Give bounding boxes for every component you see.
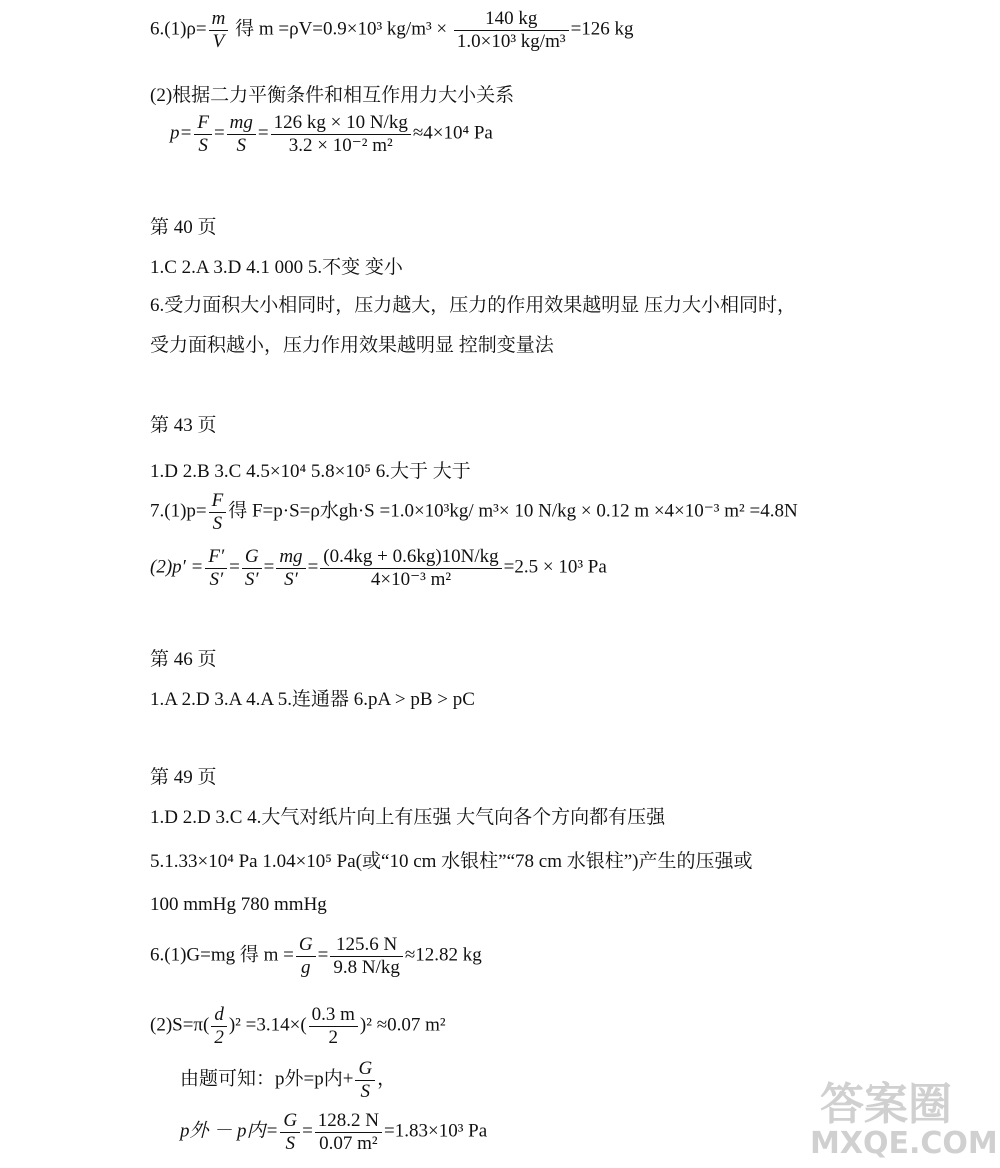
fraction: $\frac{126 kg \times 10 N/kg}{\text{3.2 × 10⁻² m²}}$: [271, 112, 411, 157]
fraction: $\frac{mg}{S'}$: [276, 546, 305, 591]
text: 6.(1)ρ=: [150, 18, 207, 40]
q6-1-line: [150, 8, 634, 53]
fraction: $\frac{F'}{S'}$: [205, 546, 227, 591]
fraction: $\frac{G}{S'}$: [242, 546, 262, 591]
page40-q6-line1: 6.受力面积大小相同时，压力越大，压力的作用效果越明显 压力大小相同时，: [150, 295, 797, 316]
fraction: $\frac{G}{S}$: [355, 1058, 375, 1103]
page49-known: 由题可知：p外=p内+ $\frac{G}{S}$ ，: [180, 1058, 397, 1102]
fraction: $\frac{F}{S}$: [194, 112, 212, 157]
page40-heading: 第 40 页: [150, 217, 217, 238]
fraction: $\frac{0.3 m}{2}$: [309, 1004, 358, 1049]
text: 得 m =ρV=0.9×10³ kg/m³ ×: [235, 18, 448, 40]
fraction: $\frac{(0.4kg + 0.6kg)10N/kg}{\text{4×10⁻³ m²}}$: [320, 546, 501, 591]
watermark-site: MXQE.COM: [810, 1126, 998, 1161]
fraction: $\frac{G}{S}$: [280, 1110, 300, 1155]
page49-q6-1: 6.(1)G=mg 得 m = $\frac{G}{g}$ = $\frac{125.6 N}{9.8 N/kg}$ ≈12.82 kg: [150, 934, 482, 978]
fraction: $\frac{m}{V}$: [209, 8, 229, 53]
text: =126 kg: [570, 18, 634, 40]
page46-heading: 第 46 页: [150, 649, 217, 670]
page43-answers: 1.D 2.B 3.C 4.5×10⁴ 5.8×10⁵ 6.大于 大于: [150, 461, 471, 482]
page49-heading: 第 49 页: [150, 767, 217, 788]
fraction: $\frac{125.6 N}{9.8 N/kg}$: [330, 934, 403, 979]
page49-final: p外 － p内= $\frac{G}{S}$ = $\frac{128.2 N}{\text{0.07 m²}}$ =1.83×10³ Pa: [180, 1110, 488, 1154]
page43-q7-1: 7.(1)p= $\frac{F}{S}$ 得 F=p·S=ρ水gh·S =1.0×10³kg/ m³× 10 N/kg × 0.12 m ×4×10⁻³ m² =4.8N: [150, 490, 798, 534]
page43-q7-2: (2)p′ = $\frac{F'}{S'}$ = $\frac{G}{S'}$ = $\frac{mg}{S'}$ = $\frac{(0.4kg + 0.6kg)10N/kg}{\text{4×10⁻³ m²}}$ =2.5 × 10³ Pa: [150, 546, 607, 590]
page40-answers: 1.C 2.A 3.D 4.1 000 5.不变 变小: [150, 257, 403, 278]
page43-heading: 第 43 页: [150, 415, 217, 436]
q6-2-line: p= $\frac{F}{S}$ = $\frac{mg}{S}$ = $\frac{126 kg \times 10 N/kg}{\text{3.2 × 10⁻² m²}}$ ≈4×10⁴ Pa: [170, 112, 493, 156]
page49-answers: 1.D 2.D 3.C 4.大气对纸片向上有压强 大气向各个方向都有压强: [150, 807, 666, 828]
page46-answers: 1.A 2.D 3.A 4.A 5.连通器 6.pA > pB > pC: [150, 689, 475, 710]
fraction: $\frac{140 kg}{\text{1.0×10³ kg/m³}}$: [454, 8, 569, 53]
q6-2-title: (2)根据二力平衡条件和相互作用力大小关系: [150, 85, 515, 106]
page40-q6-line2: 受力面积越小，压力作用效果越明显 控制变量法: [150, 335, 554, 356]
fraction: $\frac{F}{S}$: [209, 490, 227, 535]
watermark-logo: 答案圈: [820, 1079, 952, 1130]
page49-q6-2: (2)S=π( $\frac{d}{2}$ )² =3.14×( $\frac{0.3 m}{2}$ )² ≈0.07 m²: [150, 1004, 446, 1048]
fraction: $\frac{G}{g}$: [296, 934, 316, 979]
page49-q5-line2: 100 mmHg 780 mmHg: [150, 894, 327, 915]
page49-q5-line1: 5.1.33×10⁴ Pa 1.04×10⁵ Pa(或“10 cm 水银柱”“78 cm 水银柱”)产生的压强或: [150, 851, 753, 872]
fraction: $\frac{mg}{S}$: [227, 112, 256, 157]
fraction: $\frac{128.2 N}{\text{0.07 m²}}$: [315, 1110, 382, 1155]
fraction: $\frac{d}{2}$: [211, 1004, 227, 1049]
